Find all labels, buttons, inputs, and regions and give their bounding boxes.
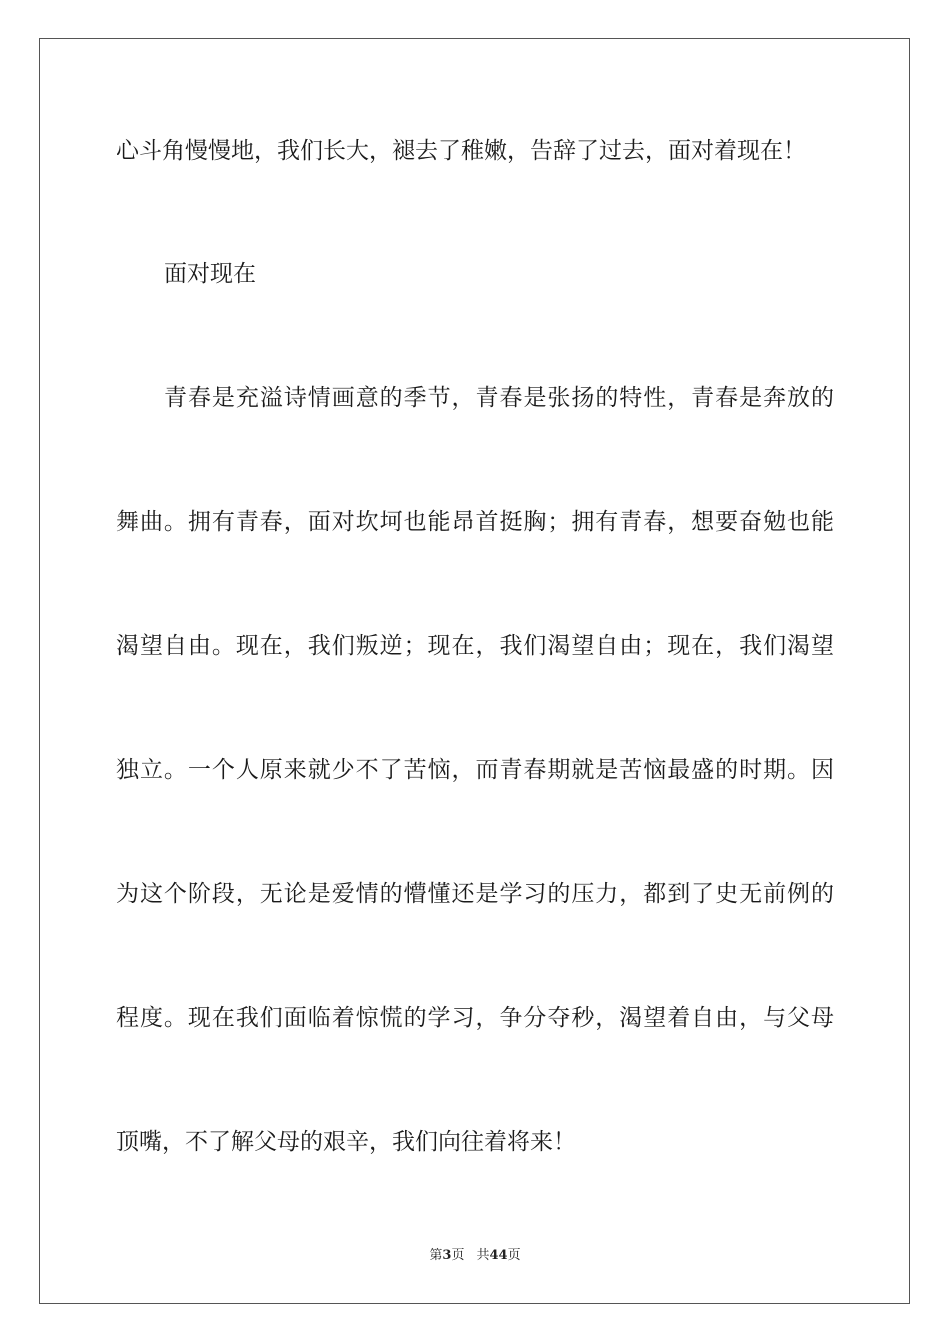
text-line-8: 程度。现在我们面临着惊慌的学习，争分夺秒，渴望着自由，与父母 <box>116 1005 834 1031</box>
text-line-5: 渴望自由。现在，我们叛逆；现在，我们渴望自由；现在，我们渴望 <box>116 633 834 659</box>
page-number: 3 <box>442 1248 452 1263</box>
page-border <box>39 38 910 1304</box>
total-pages: 44 <box>489 1248 508 1263</box>
total-suffix: 页 <box>507 1248 521 1263</box>
text-line-7: 为这个阶段，无论是爱情的懵懂还是学习的压力，都到了史无前例的 <box>116 881 834 907</box>
text-line-9: 顶嘴，不了解父母的艰辛，我们向往着将来！ <box>116 1129 576 1155</box>
page-prefix: 第 <box>429 1248 443 1263</box>
total-prefix: 共 <box>476 1248 490 1263</box>
section-heading: 面对现在 <box>164 261 256 287</box>
page-footer <box>0 1248 950 1264</box>
text-line-1: 心斗角慢慢地，我们长大，褪去了稚嫩，告辞了过去，面对着现在！ <box>116 138 806 164</box>
text-line-6: 独立。一个人原来就少不了苦恼，而青春期就是苦恼最盛的时期。因 <box>116 757 834 783</box>
text-line-3: 青春是充溢诗情画意的季节，青春是张扬的特性，青春是奔放的 <box>164 385 834 411</box>
page-suffix: 页 <box>451 1248 465 1263</box>
text-line-4: 舞曲。拥有青春，面对坎坷也能昂首挺胸；拥有青春，想要奋勉也能 <box>116 509 834 535</box>
